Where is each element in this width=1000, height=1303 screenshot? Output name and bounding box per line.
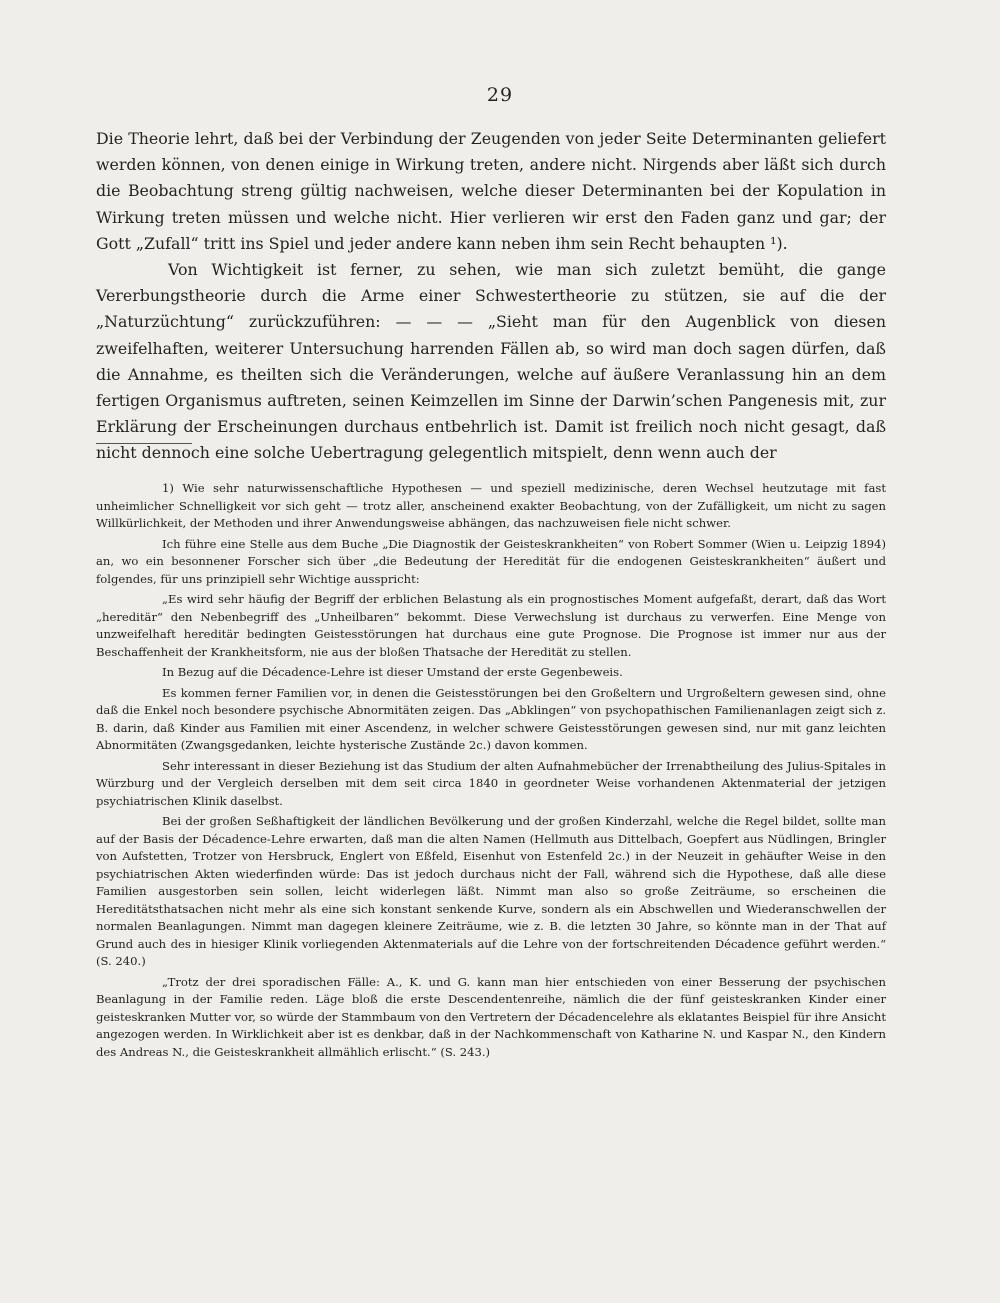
footnote-paragraph: In Bezug auf die Décadence-Lehre ist dieser Umstand der erste Gegenbeweis. [162,665,623,679]
footnote-paragraph: Bei der großen Seßhaftigkeit der ländlichen Bevölkerung und der großen Kinderzahl, welche die Regel bildet, sollte man auf der Basis der Décadence-Lehre erwarten, daß man die alten Namen (Hellmuth aus Dittelbach, Goepfert aus Nüdlingen, Bringler von Aufstetten, Trotzer von Hersbruck, Englert von Eßfeld, Eisenhut von Estenfeld 2c.) in der Neuzeit in gehäufter Weise in den psychiatrischen Akten wiederfinden würde: Das ist jedoch durchaus nicht der Fall, während sich die Hypothese, daß alle diese Familien ausgestorben sein sollen, leicht widerlegen läßt. Nimmt man also so große Zeiträume, so erscheinen die Hereditätsthatsachen nicht mehr als eine sich konstant senkende Kurve, sondern als ein Abschwellen und Wiederanschwellen der normalen Beanlagungen. Nimmt man dagegen kleinere Zeiträume, wie z. B. die letzten 30 Jahre, so könnte man in der That auf Grund auch des in hiesiger Klinik vorliegenden Aktenmaterials auf die Lehre von der fortschreitenden Décadence geführt werden.“ (S. 240.) [96,814,886,968]
footnote-paragraph: „Trotz der drei sporadischen Fälle: A., K. und G. kann man hier entschieden von einer Besserung der psychischen Beanlagung in der Familie reden. Läge bloß die erste Descendentenreihe, nämlich die der fünf geisteskranken Kinder einer geisteskranken Mutter vor, so würde der Stammbaum von den Vertretern der Décadencelehre als eklatantes Beispiel für ihre Ansicht angezogen werden. In Wirklichkeit aber ist es denkbar, daß in der Nachkommenschaft von Katharine N. und Kaspar N., den Kindern des Andreas N., die Geisteskrankheit allmählich erlischt.“ (S. 243.) [96,974,886,1059]
footnote-separator [96,443,192,444]
footnote-paragraph: Sehr interessant in dieser Beziehung ist das Studium der alten Aufnahmebücher der Irrenabtheilung des Julius-Spitales in Würzburg und der Vergleich derselben mit dem seit circa 1840 in geordneter Weise vorhandenen Aktenmaterial der jetzigen psychiatrischen Klinik daselbst. [96,758,886,808]
footnote-paragraph: 1) Wie sehr naturwissenschaftliche Hypothesen — und speziell medizinische, deren Wechsel heutzutage mit fast unheimlicher Schnelligkeit vor sich geht — trotz aller, anscheinend exakter Beobachtung, von der Zufälligkeit, um nicht zu sagen Willkürlichkeit, der Methoden und ihrer Anwendungsweise abhängen, das nachzuweisen fiele nicht schwer. [96,481,886,530]
footnote-paragraph: Ich führe eine Stelle aus dem Buche „Die Diagnostik der Geisteskrankheiten“ von Robert Sommer (Wien u. Leipzig 1894) an, wo ein besonnener Forscher sich über „die Bedeutung der Heredität für die endogenen Geisteskrankheiten“ äußert und folgendes, für uns prinzipiell sehr Wichtige ausspricht: [96,536,886,586]
footnotes [96,480,886,1064]
main-paragraph: Von Wichtigkeit ist ferner, zu sehen, wie man sich zuletzt bemüht, die gange Vererbungstheorie durch die Arme einer Schwestertheorie zu stützen, sie auf die der „Naturzüchtung“ zurückzuführen: — — — „Sieht man für den Augenblick von diesen zweifelhaften, weiterer Untersuchung harrenden Fällen ab, so wird man doch sagen dürfen, daß die Annahme, es theilten sich die Veränderungen, welche auf äußere Veranlassung hin an dem fertigen Organismus auftreten, seinen Keimzellen im Sinne der Darwin’schen Pangenesis mit, zur Erklärung der Erscheinungen durchaus entbehrlich ist. Damit ist freilich noch nicht gesagt, daß nicht dennoch eine solche Uebertragung gelegentlich mitspielt, denn wenn auch der [96,260,886,463]
footnote-paragraph: „Es wird sehr häufig der Begriff der erblichen Belastung als ein prognostisches Moment aufgefaßt, derart, daß das Wort „hereditär“ den Nebenbegriff des „Unheilbaren“ bekommt. Diese Verwechslung ist durchaus zu verwerfen. Eine Menge von unzweifelhaft hereditär bedingten Geistesstörungen hat durchaus eine gute Prognose. Die Prognose ist immer nur aus der Beschaffenheit der Krankheitsform, nie aus der bloßen Thatsache der Heredität zu stellen. [96,592,886,659]
main-paragraph: Die Theorie lehrt, daß bei der Verbindung der Zeugenden von jeder Seite Determinanten geliefert werden können, von denen einige in Wirkung treten, andere nicht. Nirgends aber läßt sich durch die Beobachtung streng gültig nachweisen, welche dieser Determinanten bei der Kopulation in Wirkung treten müssen und welche nicht. Hier verlieren wir erst den Faden ganz und gar; der Gott „Zufall“ tritt ins Spiel und jeder andere kann neben ihm sein Recht behaupten ¹). [96,129,886,253]
page-number: 29 [486,84,514,106]
footnote-paragraph: Es kommen ferner Familien vor, in denen die Geistesstörungen bei den Großeltern und Urgroßeltern gewesen sind, ohne daß die Enkel noch besondere psychische Abnormitäten zeigen. Das „Abklingen“ von psychopathischen Familienanlagen zeigt sich z. B. darin, daß Kinder aus Familien mit einer Ascendenz, in welcher schwere Geistesstörungen gewesen sind, nur mit ganz leichten Abnormitäten (Zwangsgedanken, leichte hysterische Zustände 2c.) davon kommen. [96,685,886,752]
main-text [96,126,886,467]
